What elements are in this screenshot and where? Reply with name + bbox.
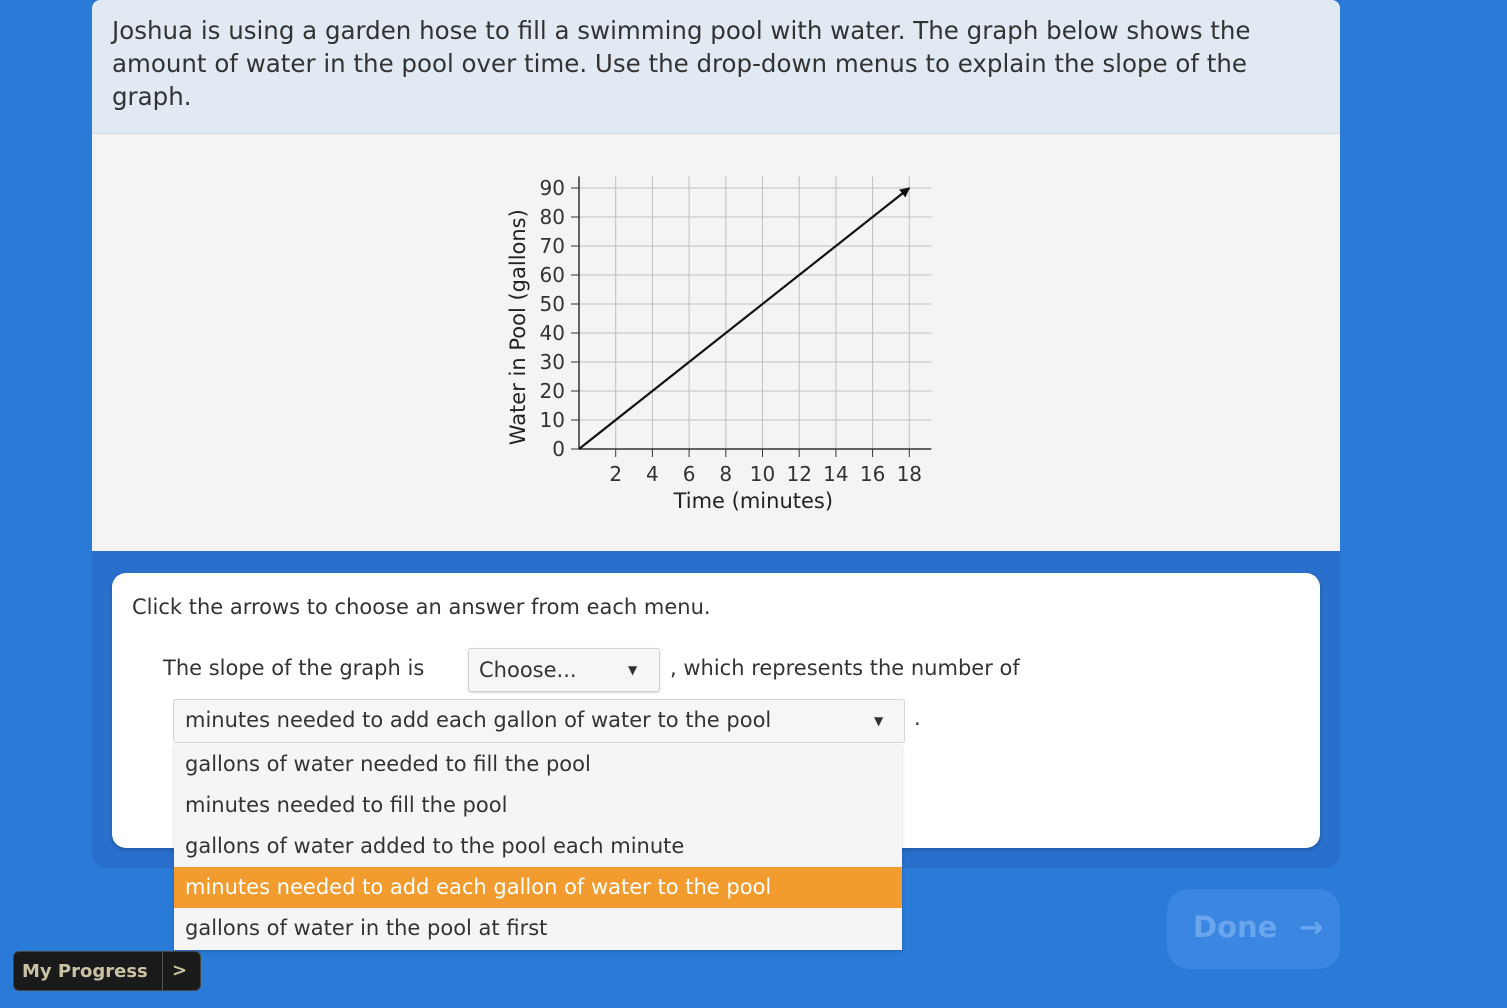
sentence-start: The slope of the graph is (163, 656, 425, 680)
meaning-dropdown-value: minutes needed to add each gallon of water to the pool (185, 708, 772, 732)
x-tick-label: 4 (646, 462, 659, 486)
arrow-right-icon: → (1299, 910, 1324, 944)
y-tick-label: 60 (539, 263, 565, 287)
x-tick-label: 2 (609, 462, 623, 486)
menu-option-selected[interactable]: minutes needed to add each gallon of water to the pool (174, 867, 902, 908)
my-progress-label: My Progress (22, 961, 148, 982)
x-tick-label: 14 (823, 462, 849, 486)
my-progress-button[interactable] (13, 951, 201, 991)
sentence-middle: , which represents the number of (670, 656, 1020, 680)
slope-dropdown[interactable] (468, 648, 660, 692)
y-tick-label: 0 (552, 437, 565, 461)
x-tick-label: 8 (719, 462, 733, 486)
menu-option[interactable]: gallons of water needed to fill the pool (185, 752, 591, 776)
x-tick-label: 12 (786, 462, 812, 486)
y-tick-label: 90 (539, 176, 565, 200)
meaning-dropdown[interactable] (173, 699, 905, 743)
done-button[interactable] (1167, 889, 1340, 969)
menu-option[interactable]: gallons of water in the pool at first (185, 916, 548, 940)
question-text: Joshua is using a garden hose to fill a swimming pool with water. The graph below shows the amount of water in the pool over time. Use the drop-down menus to explain the slope of the graph. (112, 16, 1251, 111)
chevron-down-icon[interactable]: ▼ (628, 663, 638, 677)
instruction-text: Click the arrows to choose an answer from each menu. (132, 595, 711, 619)
y-tick-label: 20 (539, 379, 565, 403)
x-axis-label: Time (minutes) (673, 489, 834, 513)
x-tick-label: 16 (859, 462, 886, 486)
menu-option[interactable]: gallons of water added to the pool each minute (185, 834, 685, 858)
y-axis-label: Water in Pool (gallons) (506, 209, 530, 446)
x-tick-label: 6 (682, 462, 696, 486)
graph-area (92, 134, 1340, 551)
chevron-right-icon[interactable]: > (172, 960, 188, 981)
y-tick-label: 40 (539, 321, 565, 345)
done-label: Done (1193, 910, 1278, 944)
y-tick-label: 50 (539, 292, 565, 316)
question-panel (92, 0, 1340, 134)
y-tick-label: 30 (539, 350, 565, 374)
y-tick-label: 80 (539, 205, 565, 229)
divider (162, 952, 163, 990)
y-tick-label: 10 (539, 408, 565, 432)
slope-dropdown-value: Choose... (479, 658, 577, 682)
line-chart (92, 134, 1340, 551)
dropdown-menu (174, 744, 902, 950)
y-tick-label: 70 (539, 234, 565, 258)
x-tick-label: 10 (749, 462, 776, 486)
x-tick-label: 18 (896, 462, 923, 486)
series-line (579, 188, 909, 449)
chevron-down-icon[interactable]: ▼ (874, 714, 884, 728)
menu-option[interactable]: minutes needed to fill the pool (185, 793, 508, 817)
sentence-end: . (914, 706, 921, 730)
